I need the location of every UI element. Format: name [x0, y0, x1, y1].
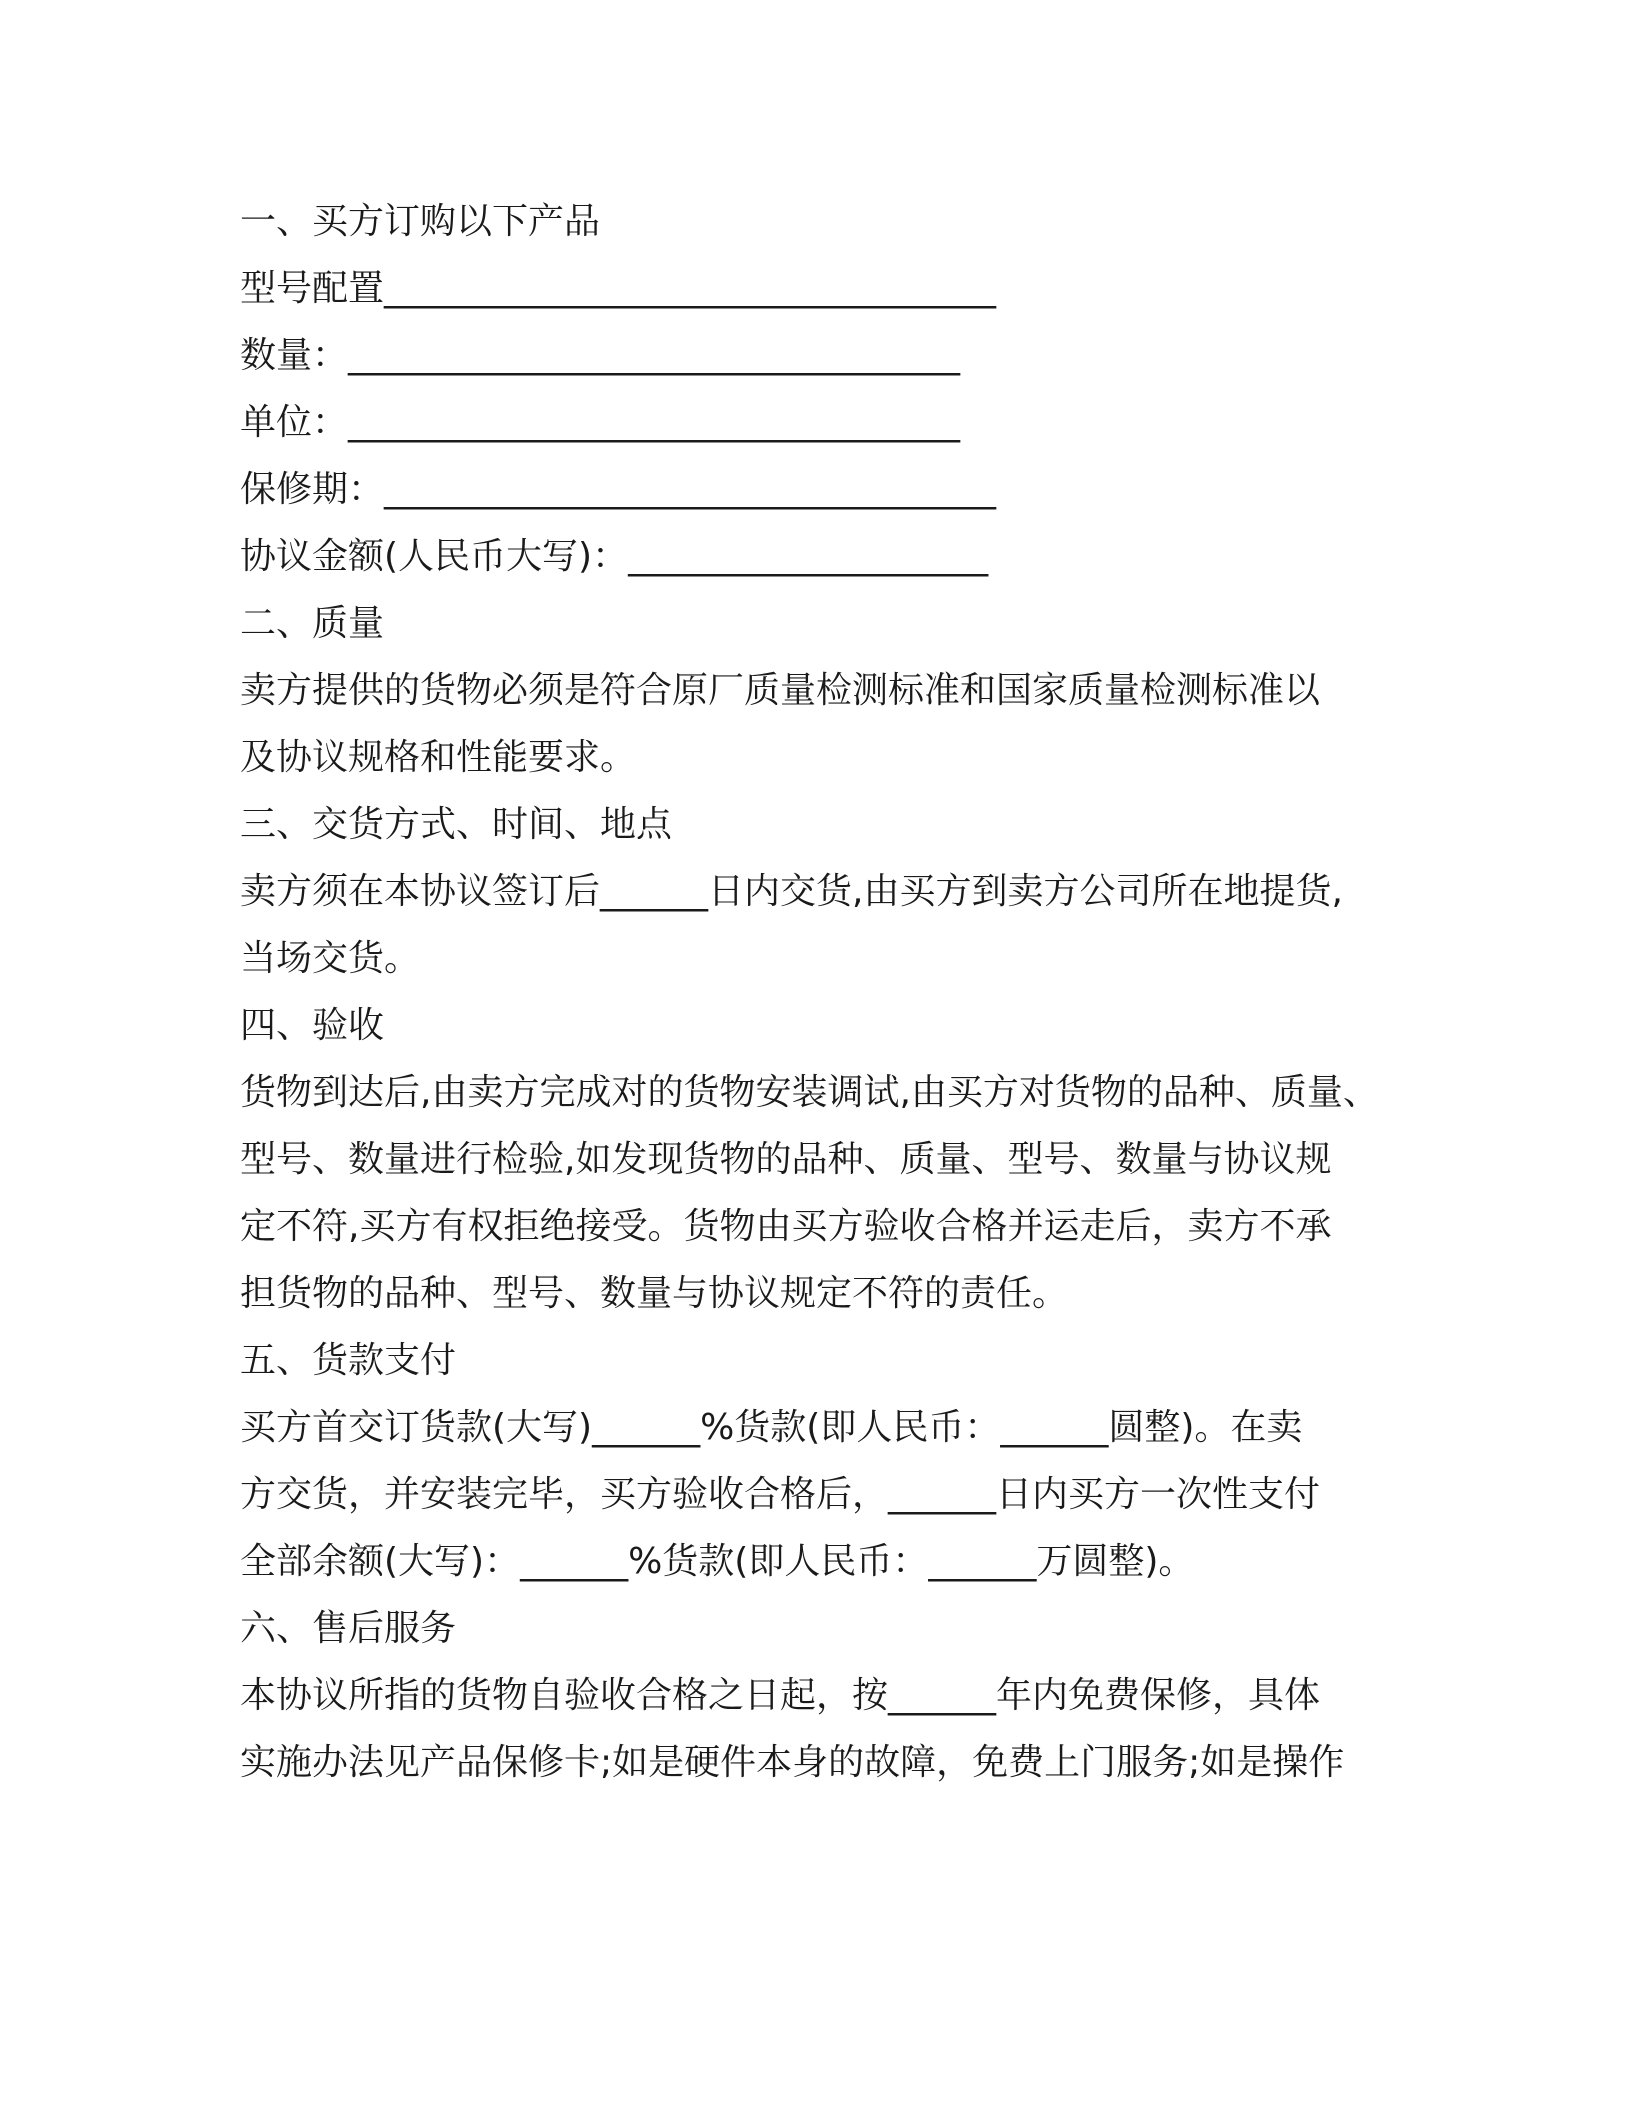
payment-text-line-2: 方交货，并安装完毕，买方验收合格后，______日内买方一次性支付: [240, 1474, 1321, 1515]
delivery-text-line-2: 当场交货。: [240, 938, 421, 979]
quality-text-line-2: 及协议规格和性能要求。: [240, 737, 637, 778]
quality-text-line-1: 卖方提供的货物必须是符合原厂质量检测标准和国家质量检测标准以: [240, 670, 1321, 711]
section-heading-3: 三、交货方式、时间、地点: [240, 804, 673, 845]
acceptance-text-line-3: 定不符,买方有权拒绝接受。货物由买方验收合格并运走后，卖方不承: [240, 1206, 1332, 1247]
payment-text-line-1: 买方首交订货款(大写)______%货款(即人民币：______圆整)。在卖: [240, 1407, 1303, 1448]
model-config-line: 型号配置__________________________________: [240, 268, 997, 309]
section-heading-2: 二、质量: [240, 603, 385, 644]
unit-line: 单位：__________________________________: [240, 402, 961, 443]
quantity-line: 数量：__________________________________: [240, 335, 961, 376]
delivery-text-line-1: 卖方须在本协议签订后______日内交货,由买方到卖方公司所在地提货,: [240, 871, 1343, 912]
payment-text-line-3: 全部余额(大写)：______%货款(即人民币：______万圆整)。: [240, 1541, 1195, 1582]
section-heading-4: 四、验收: [240, 1005, 385, 1046]
document-body: [240, 188, 1420, 1796]
acceptance-text-line-2: 型号、数量进行检验,如发现货物的品种、质量、型号、数量与协议规: [240, 1139, 1332, 1180]
section-heading-5: 五、货款支付: [240, 1340, 457, 1381]
section-heading-6: 六、售后服务: [240, 1608, 457, 1649]
warranty-period-line: 保修期：__________________________________: [240, 469, 997, 510]
acceptance-text-line-1: 货物到达后,由卖方完成对的货物安装调试,由买方对货物的品种、质量、: [240, 1072, 1379, 1113]
agreement-amount-line: 协议金额(人民币大写)：____________________: [240, 536, 989, 577]
section-heading-1: 一、买方订购以下产品: [240, 201, 601, 242]
after-sales-text-line-2: 实施办法见产品保修卡;如是硬件本身的故障，免费上门服务;如是操作: [240, 1742, 1345, 1783]
after-sales-text-line-1: 本协议所指的货物自验收合格之日起，按______年内免费保修，具体: [240, 1675, 1321, 1716]
acceptance-text-line-4: 担货物的品种、型号、数量与协议规定不符的责任。: [240, 1273, 1069, 1314]
